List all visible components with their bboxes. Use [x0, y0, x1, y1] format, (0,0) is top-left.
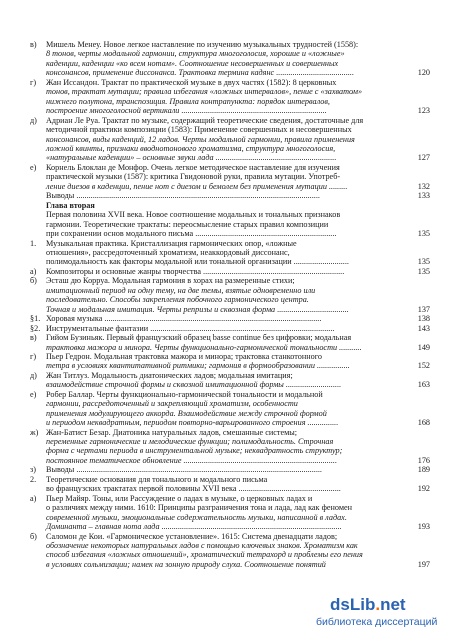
toc-entry-body: Пьер Гедрон. Модальная трактовка мажора и минора; трактовка станкотонного — [46, 351, 322, 361]
toc-entry — [30, 418, 430, 427]
toc-entry-label: з) — [30, 465, 36, 475]
toc-entry-body: построение многоголосной вертикали ....................................................................... — [46, 106, 327, 116]
toc-entry-text — [30, 333, 430, 342]
toc-entry — [30, 532, 430, 541]
toc-entry-text — [30, 484, 430, 493]
toc-entry-body: Первая половина XVII века. Новое соотношение модальных и тональных признаков — [46, 210, 341, 220]
toc-entry-text — [30, 418, 430, 427]
toc-entry — [30, 220, 430, 229]
toc-entry-body: Инструментальные фантазии .......................................................................................... — [46, 323, 335, 333]
toc-entry-body: Эсташ дю Корруа. Модальная гармония в хорах на размеренные стихи; — [46, 276, 295, 286]
toc-page-number: 176 — [417, 455, 430, 465]
toc-entry-text — [30, 522, 430, 531]
toc-entry-text — [30, 361, 430, 370]
toc-entry — [30, 494, 430, 503]
toc-page-number: 197 — [417, 559, 430, 569]
toc-page-number: 137 — [417, 304, 430, 314]
toc-entry-body: Глава вторая — [46, 200, 95, 210]
toc-page-number: 149 — [417, 342, 430, 352]
toc-entry-body: о различиях между ними. 1610: Принципы разграничения тона и лада, лад как феномен — [46, 503, 353, 513]
toc-page-number: 135 — [417, 229, 430, 239]
toc-page-number: 132 — [417, 181, 430, 191]
toc-entry-text — [30, 324, 430, 333]
toc-entry — [30, 390, 430, 399]
toc-entry-body: методичной практики композиции (1583): Применение совершенных и несовершенных — [46, 125, 352, 135]
site-logo[interactable] — [330, 595, 406, 615]
toc-entry-text — [30, 343, 430, 352]
toc-entry-text — [30, 550, 430, 559]
logo-main-text: dsLib — [330, 595, 376, 614]
toc-entry-text — [30, 68, 430, 77]
toc-page-number: 135 — [417, 266, 430, 276]
toc-entry-text — [30, 210, 430, 219]
toc-page-number: 143 — [417, 323, 430, 333]
toc-entry-body: Пьер Майяр. Тоны, или Рассуждение о ладах в музыке, о церковных ладах и — [46, 493, 313, 503]
toc-entry-text — [30, 229, 430, 238]
toc-entry-text — [30, 87, 430, 96]
toc-entry-text — [30, 257, 430, 266]
toc-entry-label: е) — [30, 389, 37, 399]
toc-entry-text — [30, 380, 430, 389]
toc-entry-text — [30, 446, 430, 455]
toc-entry-body: имитационный период на одну тему, на две темы, взятые одновременно или — [46, 285, 316, 295]
toc-entry — [30, 201, 430, 210]
toc-entry-label: д) — [30, 370, 37, 380]
toc-entry — [30, 163, 430, 172]
toc-entry-label: б) — [30, 531, 37, 541]
toc-entry — [30, 239, 430, 248]
toc-entry — [30, 295, 430, 304]
toc-entry — [30, 380, 430, 389]
toc-entry-label: ж) — [30, 427, 39, 437]
toc-entry-text — [30, 172, 430, 181]
toc-entry-body: Робер Баллар. Черты функционально-гармонической тональности и модальной — [46, 389, 323, 399]
toc-entry-body: взаимодействие строчной формы и сквозной имитационной формы ........................... — [46, 380, 342, 390]
toc-entry-body: полимодальность как факторы модальной или тональной организации ........................... — [46, 257, 349, 267]
toc-entry — [30, 135, 430, 144]
toc-entry-label: в) — [30, 40, 37, 49]
toc-entry-body: форма с чертами периода в инструментальной музыке; неквадратность структур; — [46, 446, 343, 456]
toc-entry — [30, 276, 430, 285]
toc-entry-text — [30, 541, 430, 550]
toc-entry — [30, 229, 430, 238]
toc-entry — [30, 503, 430, 512]
toc-entry — [30, 305, 430, 314]
toc-entry-text — [30, 465, 430, 474]
toc-entry-text — [30, 532, 430, 541]
toc-entry-body: Музыкальная практика. Кристаллизация гармонических опор, «ложные — [46, 238, 297, 248]
toc-entry-body: Саломон де Кои. «Гармоническое установление». 1615: Система двенадцати ладов; — [46, 531, 338, 541]
toc-entry-body: Доминанта – главная нота лада ........................................................................................ — [46, 522, 342, 532]
toc-entry — [30, 286, 430, 295]
toc-entry-body: Жан Титлуз. Модальность диатонических ладов; модальная имитация; — [46, 370, 293, 380]
toc-entry — [30, 446, 430, 455]
toc-entry-body: отношения», рассредоточенный хроматизм, неаккордовый диссонанс, — [46, 247, 290, 257]
toc-page-number: 138 — [417, 314, 430, 324]
toc-entry-body: ложной квинты, признаки вводнотонового хроматизма, структура многоголосия, — [46, 143, 336, 153]
toc-page-number: 120 — [417, 68, 430, 78]
toc-entry-body: обозначение некоторых натуральных ладов с помощью ключевых знаков. Хроматизм как — [46, 541, 358, 551]
toc-entry-body: трактовка мажора и минора. Черты функционально-гармонической тональности ........... — [46, 342, 362, 352]
toc-entry-text — [30, 409, 430, 418]
toc-entry-body: каденции, каденции «ко всем нотам». Соотношение несовершенных и совершенных — [46, 58, 339, 68]
toc-entry — [30, 550, 430, 559]
toc-entry-text — [30, 153, 430, 162]
toc-entry-text — [30, 352, 430, 361]
toc-entry-text — [30, 116, 430, 125]
toc-entry-body: последовательно. Способы закрепления побочного гармонического центра. — [46, 295, 309, 305]
toc-entry-text — [30, 59, 430, 68]
toc-entry-text — [30, 49, 430, 58]
toc-entry-body: практической музыки (1587): критика Гвидоновой руки, правила мутации. Употреб- — [46, 172, 341, 182]
toc-entry-text — [30, 97, 430, 106]
toc-entry — [30, 465, 430, 474]
toc-entry — [30, 68, 430, 77]
logo-tld: net — [380, 595, 406, 614]
toc-page-number: 152 — [417, 361, 430, 371]
toc-entry-text — [30, 513, 430, 522]
toc-entry — [30, 352, 430, 361]
toc-entry-label: д) — [30, 115, 37, 125]
toc-entry — [30, 153, 430, 162]
toc-entry — [30, 248, 430, 257]
toc-entry-body: Гийом Бузиньяк. Первый французский образец basse continue без цифровки; модальная — [46, 333, 352, 343]
toc-entry — [30, 59, 430, 68]
toc-entry — [30, 78, 430, 87]
toc-entry — [30, 371, 430, 380]
toc-entry-body: Выводы ........................................................................................................................ — [46, 465, 322, 475]
toc-entry-text — [30, 456, 430, 465]
toc-entry — [30, 541, 430, 550]
toc-entry — [30, 333, 430, 342]
toc-entry-body: Адриан Ле Руа. Трактат по музыке, содержащий теоретические сведения, достаточные для — [46, 115, 364, 125]
toc-entry-body: гармонии. Теоретические трактаты: переосмысление старых правил композиции — [46, 219, 329, 229]
toc-entry-text — [30, 295, 430, 304]
toc-page-number: 168 — [417, 418, 430, 428]
toc-entry — [30, 97, 430, 106]
toc-entry — [30, 522, 430, 531]
toc-entry-text — [30, 286, 430, 295]
toc-entry-label: в) — [30, 333, 37, 343]
toc-entry — [30, 513, 430, 522]
toc-entry-text — [30, 428, 430, 437]
toc-entry-body: Композиторы и основные жанры творчества ..................................................................... — [46, 266, 345, 276]
toc-entry-body: Корнель Блоклан де Монфор. Очень легкое методическое наставление для изучения — [46, 162, 340, 172]
toc-entry-body: гармонии, рассредоточенный и закрепляющий хроматизм, особенности — [46, 399, 298, 409]
toc-entry — [30, 456, 430, 465]
toc-entry — [30, 106, 430, 115]
toc-entry-label: б) — [30, 276, 37, 286]
toc-page-number: 133 — [417, 191, 430, 201]
toc-entry — [30, 172, 430, 181]
toc-entry-text — [30, 191, 430, 200]
site-tagline: библиотека диссертаций — [316, 616, 438, 628]
toc-entry — [30, 475, 430, 484]
toc-entry-body: «натуральные каденции» – основные звуки лада ........................................................... — [46, 153, 337, 163]
toc-entry-body: Жан-Батист Безар. Диатоника натуральных ладов, смешанные системы; — [46, 427, 298, 437]
toc-page-number: 135 — [417, 257, 430, 267]
toc-entry — [30, 116, 430, 125]
toc-entry-body: при сохранении основ модального письма ..................................................................... — [46, 229, 337, 239]
toc-entry — [30, 49, 430, 58]
toc-entry-body: Мишель Менеу. Новое легкое наставление по изучению музыкальных трудностей (1558): — [46, 40, 359, 49]
toc-entry-text — [30, 201, 430, 210]
toc-entry-body: переменные гармонические и мелодические функции; полимодальность. Строчная — [46, 437, 334, 447]
table-of-contents — [30, 40, 430, 569]
toc-entry-body: тонов, трактат мутации; правила избегания «ложных интервалов», пение с «захватом» — [46, 87, 363, 97]
toc-entry — [30, 560, 430, 569]
toc-entry-label: а) — [30, 266, 37, 276]
toc-entry — [30, 257, 430, 266]
toc-entry — [30, 210, 430, 219]
toc-entry-text — [30, 239, 430, 248]
toc-entry-body: Хоровая музыка .......................................................................................................... — [46, 314, 322, 324]
toc-entry — [30, 182, 430, 191]
toc-page-number: 189 — [417, 465, 430, 475]
toc-entry — [30, 40, 430, 49]
toc-entry-body: постоянное тематическое обновление ........................................................................... — [46, 455, 338, 465]
toc-entry-text — [30, 399, 430, 408]
toc-entry-text — [30, 163, 430, 172]
toc-entry-label: е) — [30, 162, 37, 172]
toc-entry-text — [30, 182, 430, 191]
toc-entry-body: Выводы ....................................................................................................................... — [46, 191, 320, 201]
toc-entry — [30, 144, 430, 153]
toc-entry-body: ление диезов в каденции, пение нот с диезом и бемолем без применения мутации ......... — [46, 181, 348, 191]
toc-entry-text — [30, 305, 430, 314]
toc-entry-text — [30, 314, 430, 323]
toc-entry-label: §1. — [30, 314, 41, 324]
toc-entry-text — [30, 494, 430, 503]
toc-entry — [30, 399, 430, 408]
toc-entry-body: в условиях сольмизации; намек на зонную природу слуха. Соотношение понятий — [46, 559, 326, 569]
toc-entry-body: и периодом неквадратным, периодом повторно-варьированного строения ............... — [46, 418, 339, 428]
toc-page-number: 123 — [417, 106, 430, 116]
toc-page-number: 163 — [417, 380, 430, 390]
toc-entry-body: консонансов, применение диссонанса. Трактовка термина кадянс ...................................... — [46, 68, 355, 78]
toc-entry-text — [30, 371, 430, 380]
toc-entry — [30, 343, 430, 352]
toc-entry-label: г) — [30, 351, 37, 361]
toc-entry-body: Теоретические основания для тонального и модального письма — [46, 474, 268, 484]
logo-dot: . — [375, 595, 381, 614]
toc-entry-body: применения модулирующего аккорда. Взаимодействие между строчной формой — [46, 408, 327, 418]
toc-entry-body: Жан Иссандон. Трактат по практической музыке в двух частях (1582): 8 церковных — [46, 77, 337, 87]
toc-entry-label: г) — [30, 77, 37, 87]
toc-entry-text — [30, 267, 430, 276]
toc-entry-text — [30, 220, 430, 229]
toc-entry-body: во французских трактатах первой половины XVII века .................................................. — [46, 484, 341, 494]
toc-entry-text — [30, 276, 430, 285]
toc-entry — [30, 484, 430, 493]
toc-entry-text — [30, 144, 430, 153]
toc-entry-label: а) — [30, 493, 37, 503]
toc-entry-label: §2. — [30, 323, 41, 333]
toc-entry-text — [30, 560, 430, 569]
toc-entry-text — [30, 390, 430, 399]
toc-entry-text — [30, 106, 430, 115]
toc-entry-label: 1. — [30, 238, 37, 248]
toc-entry — [30, 324, 430, 333]
toc-entry — [30, 125, 430, 134]
toc-entry-text — [30, 503, 430, 512]
toc-entry-body: консонансов, виды каденций, 12 ладов. Черты модальной гармонии, правила применения — [46, 134, 355, 144]
toc-page-number: 192 — [417, 484, 430, 494]
toc-entry-text — [30, 475, 430, 484]
toc-entry-body: нижнего полутона, транспозиция. Правила контрапункта: порядок интервалов, — [46, 96, 330, 106]
toc-entry-text — [30, 125, 430, 134]
toc-page-number: 193 — [417, 522, 430, 532]
toc-page-number: 127 — [417, 153, 430, 163]
toc-entry-text — [30, 40, 430, 49]
toc-entry-text — [30, 78, 430, 87]
toc-entry — [30, 361, 430, 370]
toc-entry-body: Точная и модальная имитация. Черты репризы и сквозная форма ................................... — [46, 304, 349, 314]
toc-entry-body: 8 тонов, черты модальной гармонии, структура многоголосия, хорошие и «ложные» — [46, 49, 345, 59]
toc-entry-body: современной музыки, эмоциональные содержательность музыки, написанной в ладах. — [46, 512, 347, 522]
toc-entry — [30, 437, 430, 446]
toc-entry — [30, 314, 430, 323]
toc-entry — [30, 409, 430, 418]
toc-entry-label: 2. — [30, 474, 37, 484]
toc-entry — [30, 428, 430, 437]
toc-entry — [30, 191, 430, 200]
toc-entry — [30, 87, 430, 96]
toc-entry-body: способ избегания «ложных отношений», хроматический тетрахорд и проблемы его пения — [46, 550, 363, 560]
toc-entry — [30, 267, 430, 276]
toc-entry-text — [30, 248, 430, 257]
toc-entry-text — [30, 135, 430, 144]
toc-entry-text — [30, 437, 430, 446]
toc-entry-body: тетра в условиях квантитативной ритмики; гармония в формообразовании ................ — [46, 361, 350, 371]
